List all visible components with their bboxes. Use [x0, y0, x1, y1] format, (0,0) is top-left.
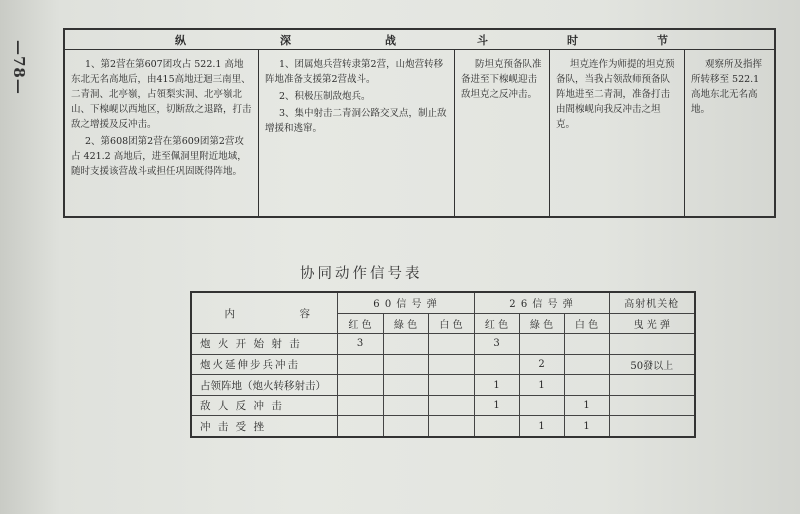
header-char: 节 [657, 34, 668, 47]
aa-subheader: 曳 光 弹 [609, 313, 695, 334]
row-label: 炮火延伸步兵冲击 [191, 354, 337, 375]
cell: 3 [474, 334, 519, 355]
cell [337, 354, 383, 375]
paragraph: 2、积极压制敌炮兵。 [279, 91, 371, 102]
cell: 1 [474, 395, 519, 416]
paragraph: 2、第608团第2营在第609团第2营攻占 421.2 高地后，进至佩洞里附近地域，随时支援该营战斗或担任巩固既得阵地。 [71, 136, 247, 177]
row-label: 敌 人 反 冲 击 [191, 395, 337, 416]
cell [428, 395, 474, 416]
cell [428, 334, 474, 355]
header-char: 深 [280, 34, 291, 47]
cell: 1 [564, 395, 609, 416]
cell [609, 334, 695, 355]
cell [474, 416, 519, 437]
color-white: 白 色 [428, 313, 474, 334]
row-label: 冲 击 受 挫 [191, 416, 337, 437]
table-row [191, 334, 695, 355]
aa-header: 高射机关枪 [609, 292, 695, 313]
table-row [191, 416, 695, 437]
group-60-header: 6 0 信 号 弹 [337, 292, 474, 313]
color-green: 綠 色 [519, 313, 564, 334]
color-white: 白 色 [564, 313, 609, 334]
cell [519, 395, 564, 416]
cell [609, 395, 695, 416]
content-header: 内 容 [191, 292, 337, 334]
table-row [191, 375, 695, 396]
color-red: 红 色 [337, 313, 383, 334]
cell [383, 354, 428, 375]
signal-table [190, 291, 696, 438]
cell [474, 354, 519, 375]
header-char: 时 [567, 34, 578, 47]
paragraph: 观察所及指挥所转移至 522.1 高地东北无名高地。 [691, 59, 763, 115]
cell: 50發以上 [609, 354, 695, 375]
color-red: 红 色 [474, 313, 519, 334]
table-row [191, 395, 695, 416]
cell [383, 375, 428, 396]
cell [337, 395, 383, 416]
column-infantry [65, 49, 258, 216]
cell [383, 395, 428, 416]
cell [564, 354, 609, 375]
cell: 1 [519, 375, 564, 396]
group-26-header: 2 6 信 号 弹 [474, 292, 609, 313]
paragraph: 1、团属炮兵营转隶第2营，山炮营转移阵地准备支援第2营战斗。 [265, 59, 444, 85]
cell [383, 416, 428, 437]
column-artillery [258, 49, 454, 216]
cell [564, 334, 609, 355]
paragraph: 防坦克预备队准备进至下楾岘迎击敌坦克之反冲击。 [461, 59, 542, 100]
cell: 2 [519, 354, 564, 375]
cell [428, 354, 474, 375]
cell [564, 375, 609, 396]
cell [519, 334, 564, 355]
row-label: 占领阵地（炮火转移射击） [191, 375, 337, 396]
column-antitank [454, 49, 549, 216]
cell: 1 [564, 416, 609, 437]
combat-phase-table [63, 28, 776, 218]
header-char: 纵 [175, 34, 186, 47]
column-tank [549, 49, 684, 216]
combat-table-header [65, 30, 774, 50]
cell [428, 416, 474, 437]
paragraph: 1、第2营在第607团攻占 522.1 高地东北无名高地后，由415高地迂迴三南里、二青洞、北亭嶺，占領梨实洞、北亭嶺北山、下楾岘以西地区，切断敌之退路，打击敌之增援及反冲击。 [71, 59, 252, 130]
paragraph: 坦克连作为师提的坦克预备队，当我占领敌师预备队阵地进至二青洞，准备打击由間楾岘向我反冲击之坦克。 [556, 59, 675, 130]
cell [337, 416, 383, 437]
cell [337, 375, 383, 396]
cell: 1 [474, 375, 519, 396]
row-label: 炮 火 开 始 射 击 [191, 334, 337, 355]
cell [428, 375, 474, 396]
cell [609, 416, 695, 437]
header-char: 斗 [477, 34, 488, 47]
cell [383, 334, 428, 355]
paragraph: 3、集中射击二青洞公路交叉点，制止敌增援和逃窜。 [265, 108, 447, 134]
cell [609, 375, 695, 396]
cell: 3 [337, 334, 383, 355]
cell: 1 [519, 416, 564, 437]
color-green: 綠 色 [383, 313, 428, 334]
column-command [684, 49, 776, 216]
signal-table-title: 协同动作信号表 [300, 266, 423, 282]
page-number: —78— [10, 40, 28, 95]
header-char: 战 [385, 34, 396, 47]
table-row [191, 354, 695, 375]
